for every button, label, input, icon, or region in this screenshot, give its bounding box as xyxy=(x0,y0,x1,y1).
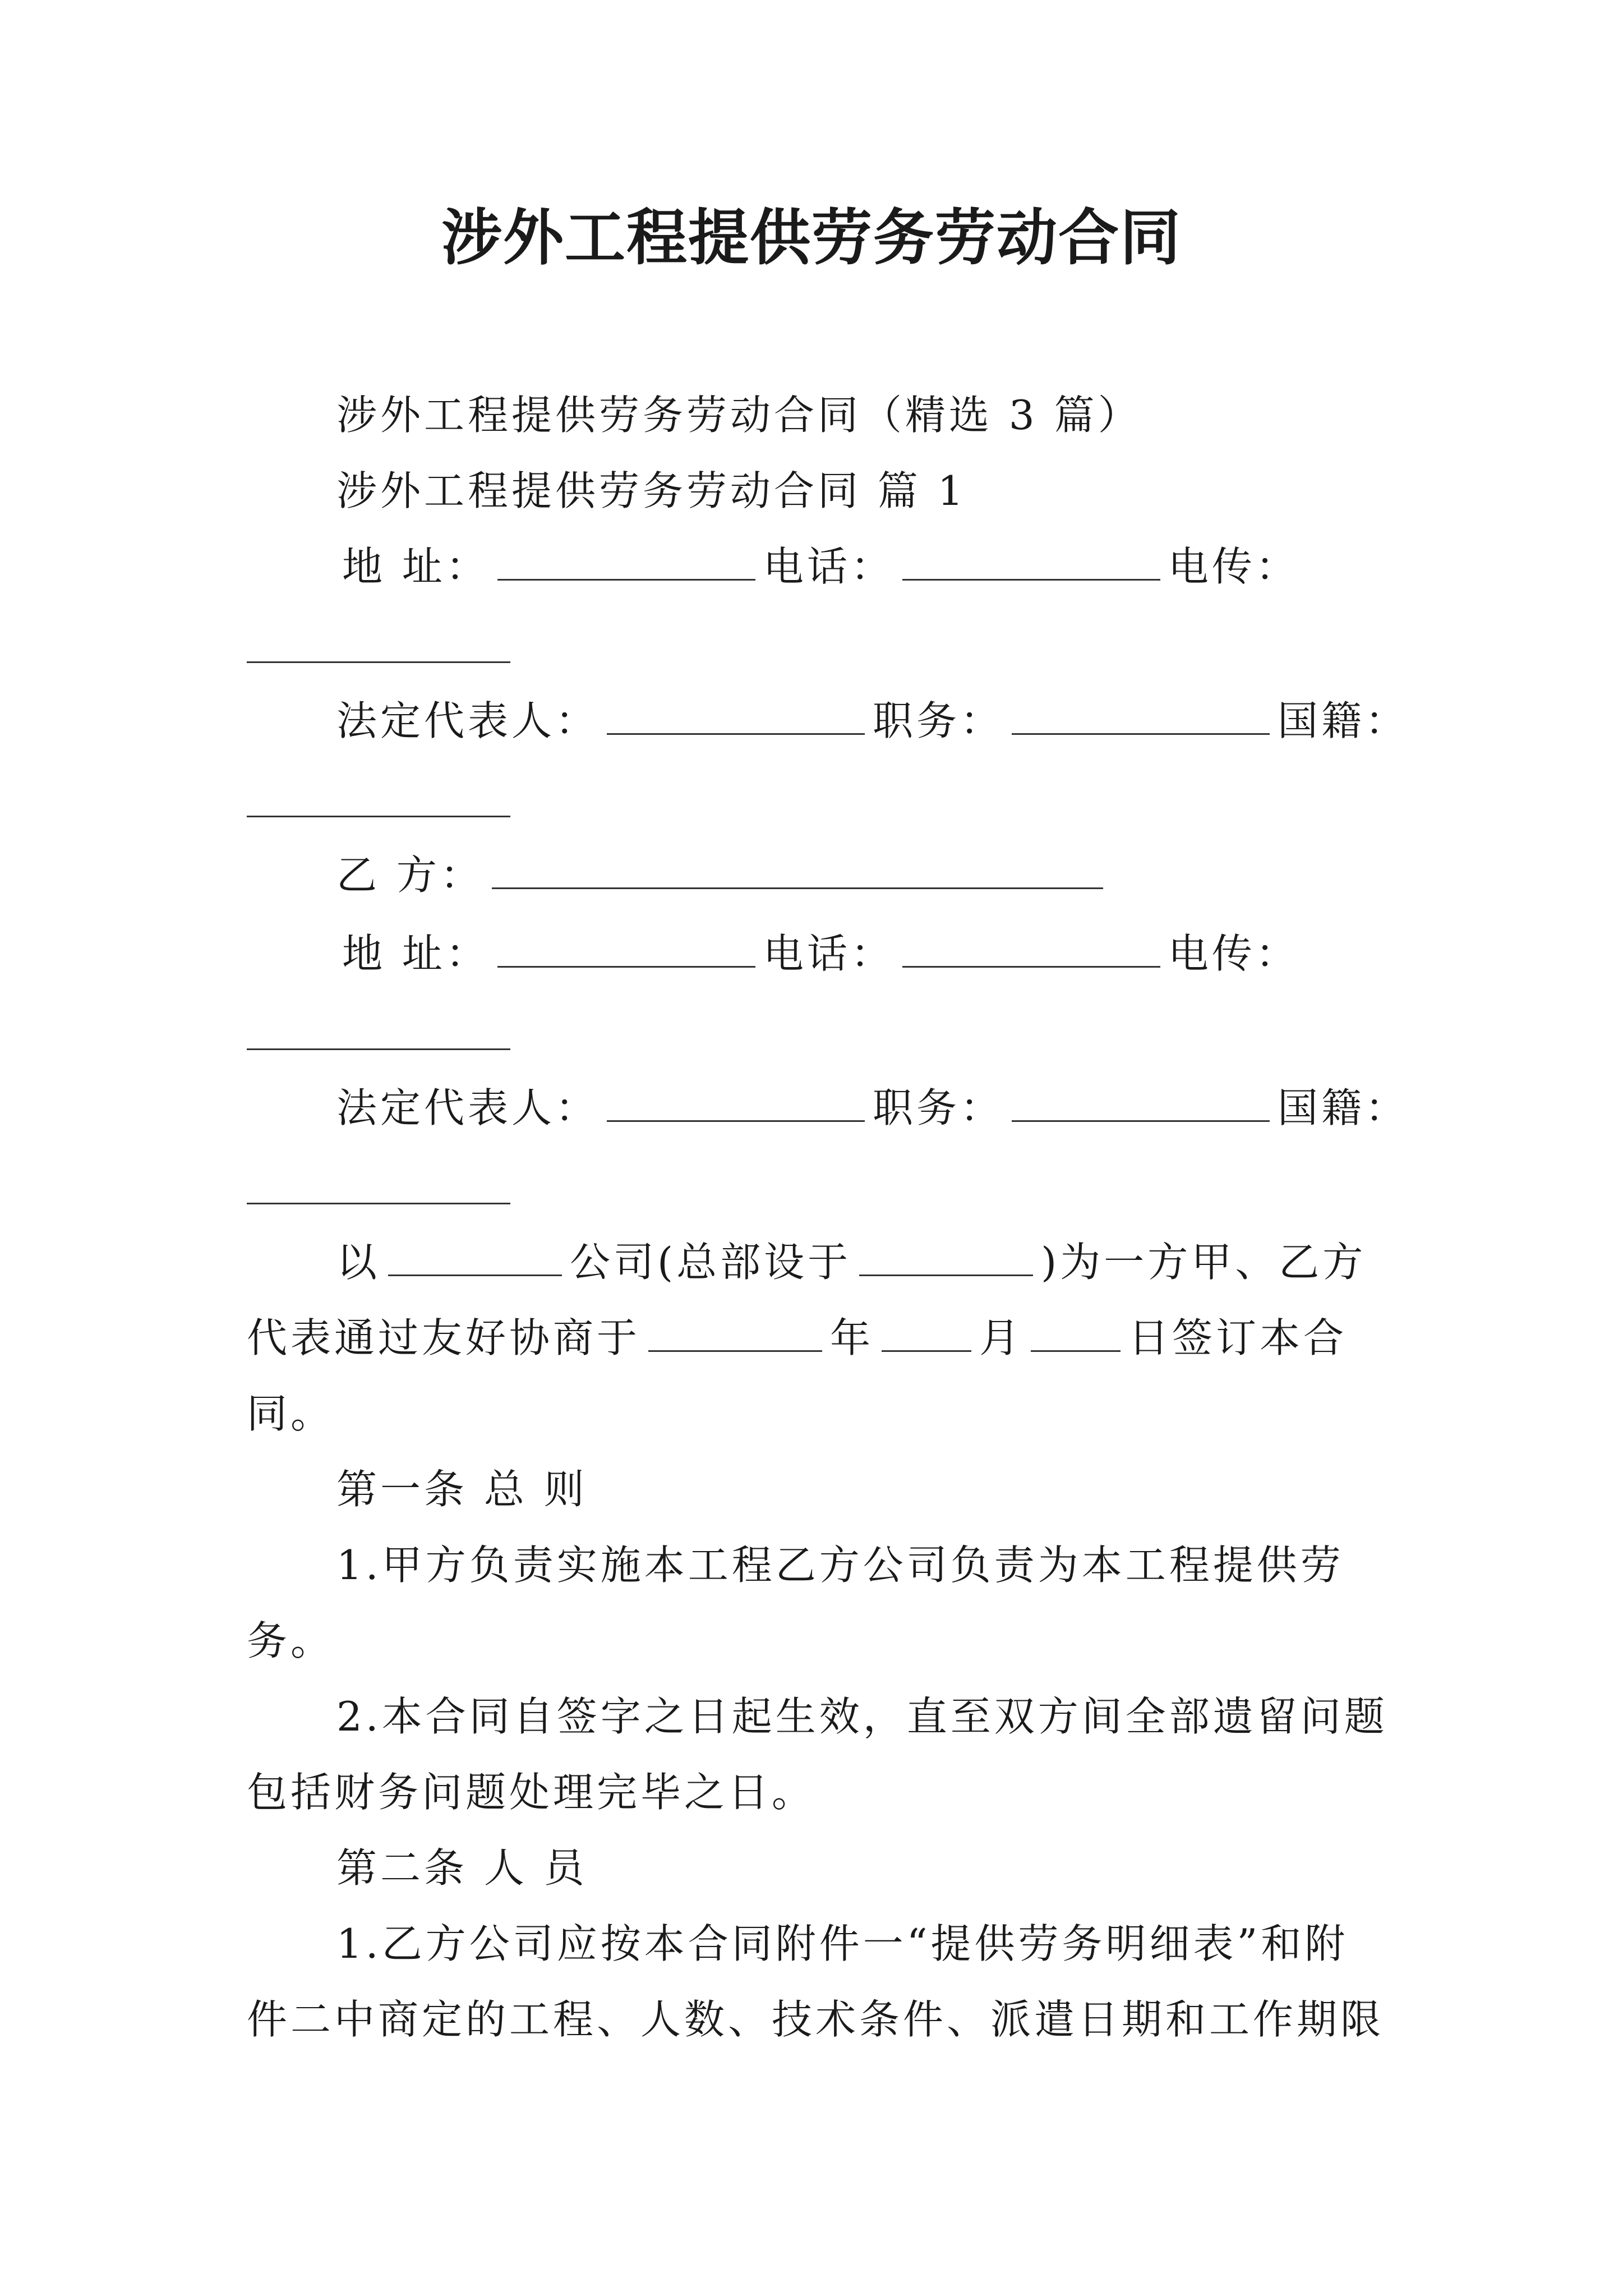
article-1-item-1-cont: 务。 xyxy=(247,1617,335,1664)
intro-line-1 xyxy=(336,1228,1366,1296)
party-b-address-field[interactable] xyxy=(497,926,755,968)
company-name-field[interactable] xyxy=(388,1234,562,1276)
section-heading: 涉外工程提供劳务劳动合同 篇 1 xyxy=(336,467,967,514)
party-b-nationality-field[interactable] xyxy=(247,1200,510,1204)
party-a-rep-row xyxy=(336,687,1409,754)
party-a-rep-label: 法定代表人： xyxy=(336,697,600,744)
intro-text: 日签订本合 xyxy=(1128,1314,1348,1361)
party-b-fax-field[interactable] xyxy=(247,1046,510,1050)
party-b-rep-label: 法定代表人： xyxy=(336,1084,600,1131)
article-1-heading: 第一条 总 则 xyxy=(336,1466,588,1513)
intro-text: 代表通过友好协商于 xyxy=(247,1314,641,1361)
headquarters-field[interactable] xyxy=(859,1234,1033,1276)
intro-text: )为一方甲、乙方 xyxy=(1041,1239,1367,1286)
article-2-item-1-cont: 件二中商定的工程、人数、技术条件、派遣日期和工作期限 xyxy=(247,1996,1385,2043)
party-b-rep-field[interactable] xyxy=(607,1080,865,1122)
party-a-phone-field[interactable] xyxy=(902,539,1160,581)
intro-text: 以 xyxy=(336,1239,381,1286)
sign-month-field[interactable] xyxy=(882,1310,971,1352)
party-b-fax-label: 电传： xyxy=(1168,930,1299,977)
document-title: 涉外工程提供劳务劳动合同 xyxy=(441,203,1182,273)
sign-day-field[interactable] xyxy=(1031,1310,1121,1352)
party-b-label: 乙 方： xyxy=(336,852,484,899)
party-a-nationality-label: 国籍： xyxy=(1278,697,1409,744)
sign-year-field[interactable] xyxy=(648,1310,822,1352)
party-a-contact-row xyxy=(342,533,1299,600)
party-b-rep-row xyxy=(336,1074,1409,1142)
intro-text: 公司(总部设于 xyxy=(570,1239,852,1286)
party-b-position-label: 职务： xyxy=(873,1084,1004,1131)
party-a-address-field[interactable] xyxy=(497,539,755,581)
intro-line-3: 同。 xyxy=(247,1390,335,1437)
intro-line-2 xyxy=(247,1304,1347,1372)
party-b-contact-row xyxy=(342,920,1299,987)
party-b-phone-label: 电话： xyxy=(763,930,895,977)
party-a-address-label: 地 址： xyxy=(342,543,490,590)
article-1-item-2: 2.本合同自签字之日起生效，直至双方间全部遗留问题 xyxy=(336,1693,1388,1740)
party-a-phone-label: 电话： xyxy=(763,543,895,590)
article-2-item-1: 1.乙方公司应按本合同附件一“提供劳务明细表”和附 xyxy=(336,1920,1349,1967)
article-1-item-1: 1.甲方负责实施本工程乙方公司负责为本工程提供劳 xyxy=(336,1542,1344,1589)
party-b-nationality-label: 国籍： xyxy=(1278,1084,1409,1131)
party-b-name-field[interactable] xyxy=(492,847,1103,889)
party-b-position-field[interactable] xyxy=(1012,1080,1270,1122)
party-a-rep-field[interactable] xyxy=(607,693,865,735)
article-1-item-2-cont: 包括财务问题处理完毕之日。 xyxy=(247,1769,816,1816)
party-b-address-label: 地 址： xyxy=(342,930,490,977)
intro-text: 月 xyxy=(979,1314,1023,1361)
party-a-fax-field[interactable] xyxy=(247,659,510,663)
party-a-nationality-field[interactable] xyxy=(247,813,510,817)
party-b-row xyxy=(336,841,1111,909)
party-b-phone-field[interactable] xyxy=(902,926,1160,968)
intro-text: 年 xyxy=(830,1314,874,1361)
party-a-position-label: 职务： xyxy=(873,697,1004,744)
document-subtitle: 涉外工程提供劳务劳动合同（精选 3 篇） xyxy=(336,392,1142,439)
party-a-fax-label: 电传： xyxy=(1168,543,1299,590)
party-a-position-field[interactable] xyxy=(1012,693,1270,735)
article-2-heading: 第二条 人 员 xyxy=(336,1844,588,1892)
